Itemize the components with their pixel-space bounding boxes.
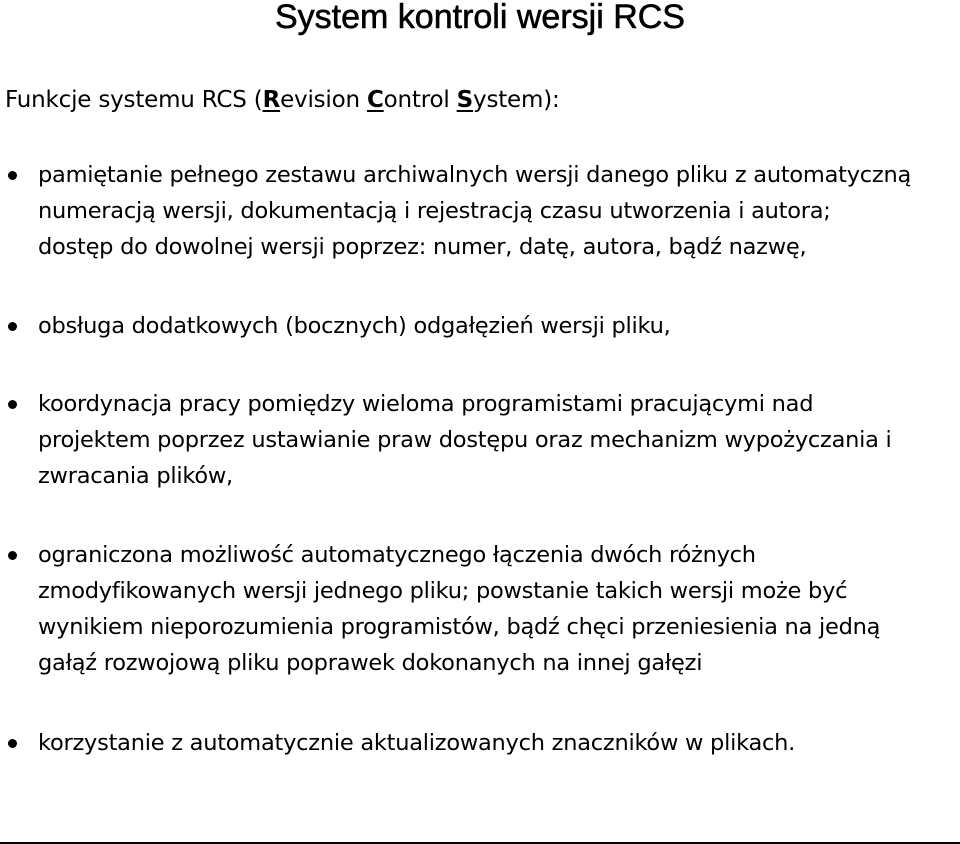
intro-r-initial: R [262, 87, 281, 113]
bullet-dot-icon [8, 739, 17, 748]
bullet-item [38, 157, 960, 265]
bullet-text: koordynacja pracy pomiędzy wieloma programistami pracującymi nad projektem poprzez ustawianie praw dostępu oraz mechanizm wypożyczania i zwracania plików, [38, 391, 892, 489]
bullet-item [38, 725, 960, 761]
intro-s-rest: ystem): [473, 87, 560, 113]
intro-line [5, 84, 560, 116]
bullet-dot-icon [8, 400, 17, 409]
bullet-text: pamiętanie pełnego zestawu archiwalnych wersji danego pliku z automatyczną numeracją wersji, dokumentacją i rejestracją czasu utworzenia i autora; dostęp do dowolnej wersji poprzez: numer, datę, autora, bądź nazwę, [38, 162, 911, 260]
bullet-dot-icon [8, 322, 17, 331]
bullet-text: ograniczona możliwość automatycznego łączenia dwóch różnych zmodyfikowanych wersji jednego pliku; powstanie takich wersji może być wynikiem nieporozumienia programistów, bądź chęci przeniesienia na jedną gałąź rozwojową pliku poprawek dokonanych na innej gałęzi [38, 542, 881, 676]
bullet-text: obsługa dodatkowych (bocznych) odgałęzień wersji pliku, [38, 313, 671, 339]
bullet-dot-icon [8, 551, 17, 560]
bullet-item [38, 308, 960, 344]
intro-s-initial: S [456, 87, 474, 113]
intro-c-initial: C [366, 87, 384, 113]
bullet-text: korzystanie z automatycznie aktualizowanych znaczników w plikach. [38, 730, 796, 756]
intro-prefix: Funkcje systemu RCS ( [5, 87, 263, 113]
bullet-item [38, 386, 960, 494]
intro-c-rest: ontrol [383, 87, 457, 113]
bullet-dot-icon [8, 171, 17, 180]
slide-title: System kontroli wersji RCS [275, 0, 685, 36]
bullet-item [38, 537, 960, 681]
intro-r-rest: evision [280, 87, 367, 113]
